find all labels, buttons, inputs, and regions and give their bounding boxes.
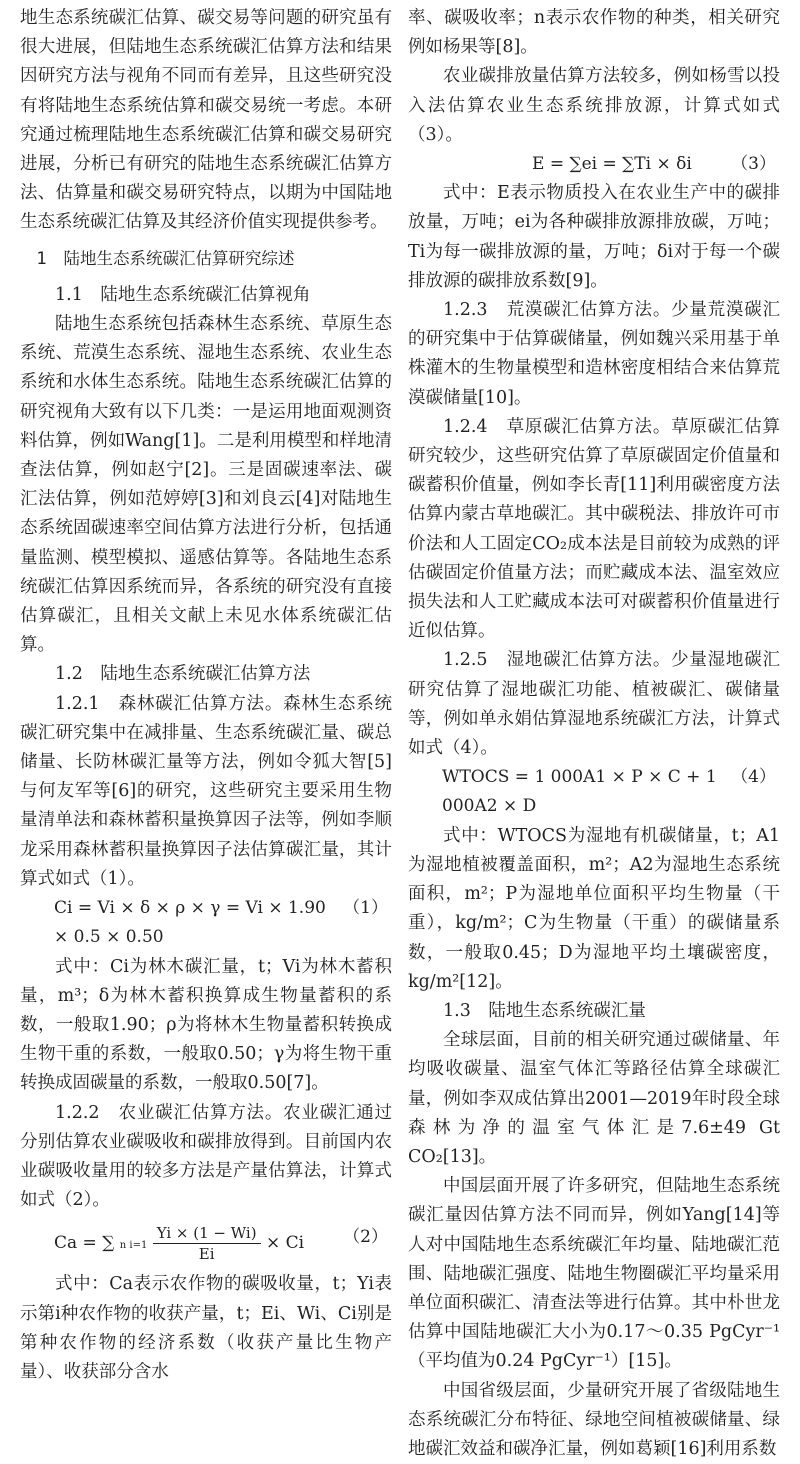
paragraph: 1.2.1 森林碳汇估算方法。森林生态系统碳汇研究集中在减排量、生态系统碳汇量、碳总储量、长防林碳汇量等方法，例如令狐大智[5]与何友军等[6]的研究，这些研究主要采用生物量清单法和森林蓄积量换算因子法等，例如李顺龙采用森林蓄积量换算因子法估算碳汇量，其计算式如式（1）。 [20, 693, 392, 889]
equation-number: （4） [731, 767, 776, 788]
paragraph: 1.2.2 农业碳汇估算方法。农业碳汇通过分别估算农业碳吸收和碳排放得到。目前国内农业碳吸收量用的较多方法是产量估算法，计算式如式（2）。 [20, 1102, 392, 1211]
subsection-heading: 1.3 陆地生态系统碳汇量 [443, 1000, 646, 1021]
paragraph: 中国层面开展了许多研究，但陆地生态系统碳汇量因估算方法不同而异，例如Yang[14]等人对中国陆地生态系统碳汇年均量、陆地碳汇范围、陆地碳汇强度、陆地生物圈碳汇平均量采用单位面积碳汇、清查法等进行估算。其中朴世龙估算中国陆地碳汇大小为0.17～0.35 PgCyr⁻¹（平均值为0.24 PgCyr⁻¹）[15]。 [408, 1176, 780, 1372]
equation-number: （1） [343, 898, 388, 919]
equation-4 [408, 763, 780, 821]
paragraph: 地生态系统碳汇估算、碳交易等问题的研究虽有很大进展，但陆地生态系统碳汇估算方法和结果因研究方法与视角不同而有差异，且这些研究没有将陆地生态系统估算和碳交易统一考虑。本研究通过梳理陆地生态系统碳汇估算和碳交易研究进展，分析已有研究的陆地生态系统碳汇估算方法、估算量和碳交易研究特点，以期为中国陆地生态系统碳汇估算及其经济价值实现提供参考。 [20, 8, 392, 233]
sum-limits: n i=1 [119, 1240, 148, 1252]
subsection-heading: 1.2 陆地生态系统碳汇估算方法 [55, 664, 311, 685]
equation-2 [20, 1223, 392, 1264]
equation-1 [20, 894, 392, 952]
numerator: Yi × (1 − Wi) [153, 1223, 261, 1244]
equation-body: WTOCS = 1 000A1 × P × C + 1 000A2 × D [442, 767, 717, 817]
equation-body: Ci = Vi × δ × ρ × γ = Vi × 1.90 × 0.5 × 0.50 [54, 898, 326, 948]
equation-rhs: × Ci [265, 1233, 305, 1254]
paragraph: 全球层面，目前的相关研究通过碳储量、年均吸收碳量、温室气体汇等路径估算全球碳汇量，例如李双成估算出2001—2019年时段全球森林为净的温室气体汇是7.6±49 Gt CO₂[13]。 [408, 1030, 780, 1167]
denominator: Ei [198, 1245, 215, 1264]
paragraph: 陆地生态系统包括森林生态系统、草原生态系统、荒漠生态系统、湿地生态系统、农业生态系统和水体生态系统。陆地生态系统碳汇估算的研究视角大致有以下几类：一是运用地面观测资料估算，例如Wang[1]。二是利用模型和样地清查法估算，例如赵宁[2]。三是固碳速率法、碳汇法估算，例如范婷婷[3]和刘良云[4]对陆地生态系统固碳速率空间估算方法进行分析，包括通量监测、模型模拟、遥感估算等。各陆地生态系统碳汇估算因系统而异，各系统的研究没有直接估算碳汇，且相关文献上未见水体系统碳汇估算。 [20, 314, 392, 656]
paragraph: 式中：E表示物质投入在农业生产中的碳排放量，万吨；ei为各种碳排放源排放碳，万吨；Ti为每一碳排放源的量，万吨；δi对于每一个碳排放源的碳排放系数[9]。 [408, 183, 780, 291]
equation-lhs: Ca = ∑ [54, 1233, 115, 1254]
paragraph: 率、碳吸收率；n表示农作物的种类，相关研究例如杨果等[8]。 [408, 8, 780, 58]
right-column [408, 4, 780, 1464]
subsection-heading: 1.1 陆地生态系统碳汇估算视角 [55, 284, 311, 305]
equation-body: E = ∑ei = ∑Ti × δi [532, 154, 692, 175]
paragraph: 式中：WTOCS为湿地有机碳储量，t；A1为湿地植被覆盖面积，m²；A2为湿地生态系统面积，m²；P为湿地单位面积平均生物量（干重），kg/m²；C为生物量（干重）的碳储量系数，一般取0.45；D为湿地平均土壤碳密度，kg/m²[12]。 [408, 825, 780, 992]
equation-number: （3） [731, 154, 776, 175]
equation-3 [408, 150, 780, 179]
section-heading: 1 陆地生态系统碳汇估算研究综述 [36, 248, 295, 268]
paragraph: 中国省级层面，少量研究开展了省级陆地生态系统碳汇分布特征、绿地空间植被碳储量、绿地碳汇效益和碳净汇量，例如葛颖[16]利用系数 [408, 1380, 780, 1459]
paragraph: 1.2.5 湿地碳汇估算方法。少量湿地碳汇研究估算了湿地碳汇功能、植被碳汇、碳储量等，例如单永娟估算湿地系统碳汇方法，计算式如式（4）。 [408, 650, 780, 759]
equation-body [54, 1223, 304, 1264]
paragraph: 农业碳排放量估算方法较多，例如杨雪以投入法估算农业生态系统排放源，计算式如式（3）。 [408, 66, 780, 145]
paragraph: 式中：Ci为林木碳汇量，t；Vi为林木蓄积量，m³；δ为林木蓄积换算成生物量蓄积的系数，一般取1.90；ρ为将林木生物量蓄积转换成生物干重的系数，一般取0.50；γ为将生物干重转换成固碳量的系数，一般取0.50[7]。 [20, 956, 392, 1094]
left-column [20, 4, 392, 1387]
paragraph: 1.2.4 草原碳汇估算方法。草原碳汇估算研究较少，这些研究估算了草原碳固定价值量和碳蓄积价值量，例如李长青[11]利用碳密度方法估算内蒙古草地碳汇。其中碳税法、排放许可市价法和人工固定CO₂成本法是目前较为成熟的评估碳固定价值量方法；而贮藏成本法、温室效应损失法和人工贮藏成本法可对碳蓄积价值量进行近似估算。 [408, 416, 780, 642]
equation-number: （2） [343, 1227, 388, 1248]
paragraph: 式中：Ca表示农作物的碳吸收量，t；Yi表示第i种农作物的收获产量，t；Ei、Wi、Ci别是第种农作物的经济系数（收获产量比生物产量）、收获部分含水 [20, 1274, 392, 1382]
fraction [153, 1223, 261, 1264]
paragraph: 1.2.3 荒漠碳汇估算方法。少量荒漠碳汇的研究集中于估算碳储量，例如魏兴采用基于单株灌木的生物量模型和造林密度相结合来估算荒漠碳储量[10]。 [408, 300, 780, 408]
